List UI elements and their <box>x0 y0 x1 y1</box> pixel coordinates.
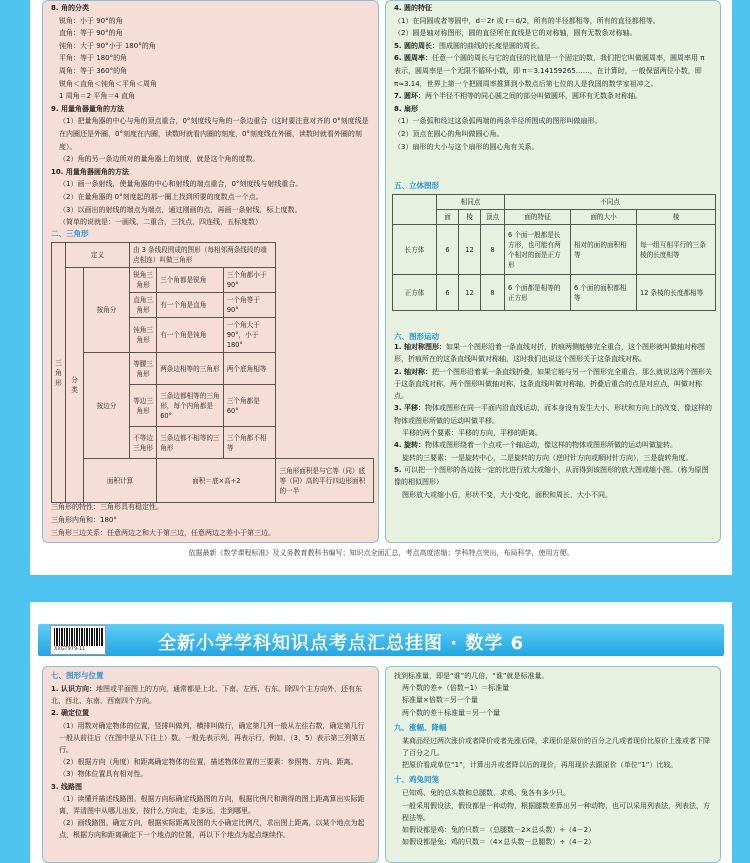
angle-line: 直角：等于 90°的角 <box>59 29 123 38</box>
cuboid-edges: 12 <box>459 225 481 275</box>
by-side-label: 按边分 <box>84 353 130 459</box>
triangle-note: 三角形三边关系：任意两边之和大于第三边，任意两边之差小于第三边。 <box>51 529 275 537</box>
draw-step: （简单的说就是：一画线，二重合，三找点，四连线，五标度数） <box>59 218 262 227</box>
cuboid-faces: 6 <box>437 225 459 275</box>
price-change-section-title: 九、涨幅、降幅 <box>394 722 447 732</box>
cuboid-face-feature: 6 个面一般都是长方形，也可能有两个相对的面是正方形 <box>505 225 571 275</box>
annulus-title: 7. 圆环： <box>394 92 425 101</box>
symmetric-figure-title: 1. 轴对称图形： <box>394 343 446 351</box>
title-banner <box>38 624 724 656</box>
sector-line: （1）一条弧和经过这条弧两端的两条半径所围成的图形叫做扇形。 <box>394 117 602 126</box>
locate-step: （3）物体位置具有相对性。 <box>59 770 148 779</box>
draw-angle-title: 10. 用量角器画角的方法 <box>51 167 129 176</box>
solid-shapes-table <box>392 194 716 311</box>
locate-title: 2. 确定位置 <box>51 709 89 718</box>
multiple-line: 两个数的差÷（倍数−1）＝标准量 <box>402 684 510 693</box>
protractor-step: （2）角的另一条边所对的量角器上的刻度，就是这个角的度数。 <box>59 155 260 164</box>
translation-title: 3. 平移： <box>394 404 425 413</box>
acute-triangle-property: 三个角都是锐角 <box>157 268 224 293</box>
chicken-rabbit-line: 一般采用假设法，假设都是一种动物，根据腿数差算出另一种动物，也可以采用列表法，列表法，方程法等。 <box>402 801 710 822</box>
circumference-text: 围成圆的曲线的长度是圆的周长。 <box>438 41 544 50</box>
isosceles-triangle-angle: 两个底角相等 <box>223 353 276 385</box>
price-change-line: 把原价看成单位“1”，计算出升或者降以后的现价，再用现价去跟原价（单位“1”）比较。 <box>402 761 678 770</box>
circle-line: （2）圆是轴对称图形，圆的直径所在直线是它的对称轴，圆有无数条对称轴。 <box>394 29 637 38</box>
equilateral-triangle-name: 等边三角形 <box>130 385 157 427</box>
locate-step: （1）用数对确定物体的位置，竖排叫做列，横排叫做行，确定第几列一般从左往右数，确定第几行一般从前往后（在图中是从下往上）数。一般先表示列，再表示行，例如，（3，5）表示第三列第五行。 <box>59 721 366 755</box>
scalene-triangle-property: 三条边都不相等的三角形 <box>157 427 224 459</box>
cube-label: 正方体 <box>393 275 437 311</box>
cube-face-feature: 6 个面都是相等的正方形 <box>505 275 571 311</box>
scalene-triangle-angle: 三个角都不相等 <box>223 427 276 459</box>
sector-line: （3）扇形的大小与这个扇形的圆心角有关系。 <box>394 142 539 151</box>
price-change-line: 某商品经过两次涨价或者降价或者先涨后降，求现价是原价的百分之几或者现价比原价上涨或者下降了百分之几。 <box>402 736 710 758</box>
rotation-title: 4. 旋转： <box>394 441 425 450</box>
acute-triangle-name: 锐角三角形 <box>130 268 157 293</box>
area-note: 三角形面积是与它等（同）底等（同）高的平行四边形面积的一半 <box>276 459 374 503</box>
position-panel <box>42 666 379 863</box>
right-triangle-angle: 一个角等于 90° <box>223 293 276 318</box>
scaling-title: 5. <box>394 465 404 474</box>
geometry-left-panel <box>42 0 379 543</box>
angle-line: 钝角：大于 90°小于 180°的角 <box>59 41 156 50</box>
triangle-note: 三角形内角和：180° <box>51 516 117 524</box>
cube-edge-length: 12 条棱的长度都相等 <box>637 275 716 311</box>
area-label: 面积计算 <box>84 459 157 503</box>
pi-text: 任意一个圆的周长与它的直径的比值是一个固定的数，我们把它叫做圆周率，圆周率用 π 表示，圆周率是一个无限不循环小数，即 π＝3.14159265……，在计算时，一般保留两位小数，即 π≈3.14，世界上第一个把圆周率推算到小数点后第七位的人是我国的数学家祖冲之。 <box>394 54 705 88</box>
size-header: 面的大小 <box>571 210 637 225</box>
barcode-number: XXGT979-11 <box>54 646 86 652</box>
cube-vertices: 8 <box>481 275 505 311</box>
chicken-rabbit-line: 已知鸡、兔的总头数和总腿数，求鸡、兔各有多少只。 <box>402 789 570 798</box>
route-map-title: 3. 线路图 <box>51 782 82 791</box>
obtuse-triangle-property: 有一个角是钝角 <box>157 318 224 353</box>
word-problem-panel <box>385 666 721 863</box>
locate-step: （2）根据方向（角度）和距离确定物体的位置，描述物体位置的三要素：参照物、方向、距离。 <box>59 758 358 767</box>
angle-line: 锐角＜直角＜钝角＜平角＜周角 <box>59 79 157 88</box>
direction-title: 1. 认识方向： <box>51 685 96 693</box>
direction-text: 地图或平面图上的方向，通常都是上北、下南、左西、右东。除四个主方向外，还有东北、西北、东南、西南四个方向。 <box>51 685 362 706</box>
multiple-line: 找到标准量，即是“谁”的几倍，“谁”就是标准量。 <box>394 672 549 680</box>
position-section-title: 七、图形与位置 <box>51 671 104 680</box>
cuboid-label: 长方体 <box>393 225 437 275</box>
triangle-row-label: 三角形 <box>52 243 66 503</box>
cuboid-face-size: 相对的面的面积相等 <box>571 225 637 275</box>
motion-section-title: 六、图形运动 <box>394 332 439 341</box>
translation-elements: 平移的两个要素：平移的方向，平移的距离。 <box>402 429 542 438</box>
angle-line: 周角：等于 360°的角 <box>59 66 128 75</box>
symmetry-title: 2. 轴对称： <box>394 367 432 376</box>
triangle-section-title: 二、三角形 <box>51 229 89 238</box>
edge-length-header: 棱 <box>637 210 716 225</box>
route-map-step: （1）读懂并描述线路图。根据方向标确定线路图的方向，根据比例尺和测得的图上距离算出实际距离，弄清图中从哪儿出发，按什么方向走，走多远，走到哪里。 <box>59 794 365 816</box>
pi-title: 6. 圆周率： <box>394 54 432 63</box>
solid-section-title: 五、立体图形 <box>394 181 439 190</box>
scaling-note: 图形放大或缩小后，形状不变，大小变化，面积和周长，大小不同。 <box>402 490 612 499</box>
circle-line: （1）在同圆或者等圆中，d＝2r 或 r＝d/2，所有的半径都相等，所有的直径都相等。 <box>394 16 660 25</box>
circle-title: 4. 圆的特征 <box>394 4 432 12</box>
isosceles-triangle-name: 等腰三角形 <box>130 353 157 385</box>
isosceles-triangle-property: 两条边相等的三角形 <box>157 353 224 385</box>
symmetric-figure-text: 如果一个图形沿着一条直线对折，折痕两侧能够完全重合，这个图形就叫做轴对称图形，折痕所在的这条直线叫做对称轴，这时我们也说这个图形关于这条直线对称。 <box>394 343 705 364</box>
cuboid-edge-length: 每一组互相平行的三条棱的长度相等 <box>637 225 716 275</box>
sheet-footer: 依据最新《数学课程标准》及义务教育教科书编写；知识点全面汇总，考点高度浓缩；学科特点突出，布局科学，使用方便。 <box>188 549 574 557</box>
chicken-rabbit-section-title: 十、鸡兔同笼 <box>394 775 439 785</box>
definition-label: 定义 <box>66 243 130 268</box>
by-angle-label: 按角分 <box>84 268 130 353</box>
same-header: 相同点 <box>437 195 505 210</box>
multiple-line: 标准量×倍数＝另一个量 <box>402 696 478 705</box>
angle-line: 平角：等于 180°的角 <box>59 54 128 63</box>
multiple-line: 两个数的差＋标准量＝另一个量 <box>402 708 500 717</box>
barcode-icon <box>50 625 106 655</box>
symmetry-text: 把一个图形沿着某一条直线折叠，如果它能与另一个图形完全重合，那么就说这两个图形关于这条直线对称，两个图形叫做轴对称，这条直线叫做对称轴，折叠后重合的点是对应点，叫做对称点。 <box>394 367 712 401</box>
definition-text: 由 3 条线段围成的图形（每相邻两条线段的端点相连）叫做三角形 <box>130 243 276 268</box>
sector-title: 8. 扇形 <box>394 104 418 113</box>
draw-step: （2）在量角器的 0°刻度起的那一圈上找到所要的度数点一个点。 <box>59 192 263 201</box>
feature-header: 面的特征 <box>505 210 571 225</box>
angle-types-title: 8. 角的分类 <box>51 4 89 12</box>
classification-label: 分类 <box>66 268 84 503</box>
diff-header: 不同点 <box>505 195 716 210</box>
protractor-step: （1）把量角器的中心与角的顶点重合，0°刻度线与角的一条边重合（这时要注意对齐的 0°刻度线是在内圈还是外圈，0°刻度在内圈，读数时就看内圈的刻度，0°刻度线在外圈，读数时就看外圈的刻度）。 <box>59 117 369 151</box>
angle-line: 1 周角＝2 平角＝4 直角 <box>59 92 136 101</box>
translation-text: 物体或图形在同一平面内沿直线运动，而本身没有发生大小、形状和方向上的改变，像这样的物体或图形所做的运动叫做平移。 <box>394 404 712 425</box>
vertex-header: 顶点 <box>481 210 505 225</box>
chicken-rabbit-line: 如假设都是兔：鸡的只数＝（4×总头数－总腿数）÷（4－2） <box>402 838 596 847</box>
acute-triangle-angle: 三个角都小于 90° <box>223 268 276 293</box>
equilateral-triangle-property: 三条边都相等的三角形，每个内角都是 60° <box>157 385 224 427</box>
triangle-table <box>51 242 374 503</box>
cube-face-size: 6 个面的面积都相等 <box>571 275 637 311</box>
geometry-right-panel <box>385 0 721 543</box>
annulus-text: 两个半径不相等的同心圆之间的部分叫做圆环，圆环有无数条对称轴。 <box>424 92 642 101</box>
sector-line: （2）顶点在圆心的角叫做圆心角。 <box>394 129 504 138</box>
face-header: 面 <box>437 210 459 225</box>
protractor-title: 9. 用量角器量角的方法 <box>51 104 124 113</box>
bottom-sheet <box>30 602 732 863</box>
right-triangle-property: 有一个角是直角 <box>157 293 224 318</box>
scaling-text: 可以把一个图形的各边按一定的比进行放大或缩小，从而得到该图形的放大图或缩小图。（称为原图像的相似图形） <box>394 465 709 487</box>
scalene-triangle-name: 不等边三角形 <box>130 427 157 459</box>
area-formula: 面积＝底×高÷2 <box>157 459 276 503</box>
banner-title: 全新小学学科知识点考点汇总挂图 · 数学 6 <box>158 633 525 654</box>
rotation-text: 物体或图形绕着一个点或一个轴运动，像这样的物体或图形所做的运动叫做旋转。 <box>424 441 677 450</box>
triangle-note: 三角形的特性：三角形具有稳定性。 <box>51 503 163 511</box>
edge-header: 棱 <box>459 210 481 225</box>
obtuse-triangle-angle: 一个角大于 90°，小于 180° <box>223 318 276 353</box>
cube-faces: 6 <box>437 275 459 311</box>
cube-edges: 12 <box>459 275 481 311</box>
top-sheet <box>30 0 732 575</box>
chicken-rabbit-line: 如假设都是鸡：兔的只数＝（总腿数－2×总头数）÷（4－2） <box>402 826 596 835</box>
right-triangle-name: 直角三角形 <box>130 293 157 318</box>
cuboid-vertices: 8 <box>481 225 505 275</box>
circumference-title: 5. 圆的周长： <box>394 41 439 50</box>
draw-step: （3）以画出的射线的端点为端点，通过刚画的点，再画一条射线，标上度数。 <box>59 205 302 214</box>
rotation-elements: 旋转的三要素：一是旋转中心，二是旋转的方向（逆时针方向或顺时针方向），三是旋转角度。 <box>402 453 693 462</box>
angle-line: 锐角：小于 90°的角 <box>59 16 123 25</box>
obtuse-triangle-name: 钝角三角形 <box>130 318 157 353</box>
draw-step: （1）画一条射线，使量角器的中心和射线的端点重合，0°刻度线与射线重合。 <box>59 180 303 189</box>
route-map-step: （2）画线路图。确定方向，根据实际距离及图的大小确定比例尺，求出图上距离，以某个地点为起点，根据方向和距离确定下一个地点的位置，再以下个地点为起点继续作。 <box>59 819 365 840</box>
equilateral-triangle-angle: 三个角都是 60° <box>223 385 276 427</box>
